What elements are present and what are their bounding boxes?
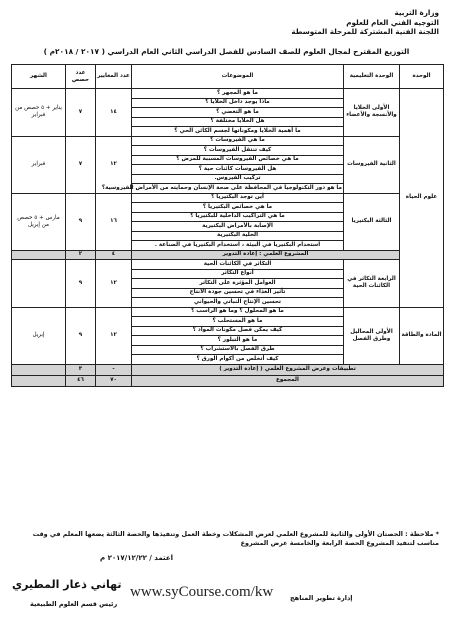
topic-item: ما هو المستحلب ؟ [132,317,344,327]
periods-count: ٩ [66,193,96,250]
note-text: * ملاحظة : الحصتان الأولى والثانية للمشروع العلمي لعرض المشكلات وخطة العمل وتنفيذها والحصة الثالثة يضعها المعلم في وقت مناسب لتنفيذ المشروع الحصة الرابعة والخامسة عرض المشروع [32,530,439,547]
project-label: المشروع العلمي : إعادة التدوير [132,250,400,260]
signer-name: تهاني ذعار المطيري [12,578,122,591]
topic-item: ما هي الفيروسات ؟ [132,136,344,146]
month-cell: مارس + ٥ حصص من إبريل [12,193,66,250]
topic-item: ما هي خصائص الفيروسات المسببة للمرض ؟ [132,155,344,165]
note-block [20,530,439,548]
month-cell: إبريل [12,307,66,364]
website-watermark: www.syCourse.com/kw [130,584,274,600]
topic-item: ما هو المحلول ؟ وما هو الراسب ؟ [132,307,344,317]
periods-count: ٧ [66,89,96,137]
month-cell: يناير + ٥ حصص من فبراير [12,89,66,137]
plan-table [11,64,444,387]
total-standards: ٧٠ [96,375,132,386]
periods-count: ٩ [66,260,96,308]
topic-item: ما هو التعضي ؟ [132,108,344,118]
topic-item: طرق الفصل بالاستشراب ؟ [132,345,344,355]
topic-item: استخدام البكتيريا في البيئة ، استخدام البكتيريا في الصناعة . [132,241,344,251]
ministry-name: وزارة التربية [394,8,439,17]
unit-name: الأولى المحاليل وطرق الفصل [344,307,400,364]
col-topics: الموضوعات [132,65,344,89]
total-month [12,375,66,386]
signer-title: رئيس قسم العلوم الطبيعية [30,600,118,608]
standards-count: ١٦ [96,193,132,250]
topic-item: تأثير الغذاء في تحسين جودة الانتاج [132,288,344,298]
standards-count: ١٢ [96,307,132,364]
directorate-name: التوجيه الفني العام للعلوم [346,17,439,27]
topic-item: تركيب الفيروس. [132,174,344,184]
total-periods: ٤٦ [66,375,96,386]
domain-matter: المادة والطاقة [400,307,444,364]
table-row [12,89,444,99]
topic-item: أنواع التكاثر [132,269,344,279]
topic-item: كيف أتخلص من أكوام الورق ؟ [132,355,344,365]
topic-item: كيف يمكن فصل مكونات المواد ؟ [132,326,344,336]
topic-item: هل الفيروسات كائنات حية ؟ [132,165,344,175]
committee-name: اللجنة الفنية المشتركة للمرحلة المتوسطة [291,27,439,36]
project-standards: ٤ [96,250,132,260]
apps-month [12,364,66,375]
header-block [291,8,439,37]
unit-name: الأولى الخلايا والأنسجة والأعضاء [344,89,400,137]
col-unit: الوحدة التعليمية [344,65,400,89]
domain-life: علوم الحياة [400,89,444,308]
topic-item: كيف تنتقل الفيروسات ؟ [132,146,344,156]
page-title: التوزيع المقترح لمجال العلوم للصف السادس للفصل الدراسي الثاني العام الدراسي ( ٢٠١٧ / ٢٠١٨م ) [43,47,410,56]
standards-count: ١٢ [96,136,132,193]
topic-item: ما أهمية الخلايا ومكوناتها لجسم الكائن الحي ؟ [132,127,344,137]
topic-item: ما هو دور التكنولوجيا في المحافظة على صحة الإنسان وحمايته من الأمراض الفيروسية؟ [132,184,344,194]
approval-date: اعتمد / ٢٠١٧/١٢/٢٢ م [100,554,174,562]
topic-item: الإصابة بالأمراض البكتيرية [132,222,344,232]
unit-name: الرابعة التكاثر في الكائنات الحية [344,260,400,308]
topic-item: ما هي التراكيب الداخلية للبكتيريا ؟ [132,212,344,222]
apps-periods: ٣ [66,364,96,375]
total-label: المجموع [132,375,444,386]
standards-count: ١٤ [96,89,132,137]
topic-item: الخلية البكتيرية [132,231,344,241]
project-periods: ٢ [66,250,96,260]
table-header-row [12,65,444,89]
apps-label: تطبيقات وعرض المشروع العلمي ( إعادة التدوير ) [132,364,444,375]
topic-item: ماذا يوجد داخل الخلايا ؟ [132,98,344,108]
periods-count: ٩ [66,307,96,364]
table-row [12,193,444,203]
standards-count: ١٢ [96,260,132,308]
table-row [12,260,444,270]
unit-name: الثالثة البكتيريا [344,193,400,250]
unit-name: الثانية الفيروسات [344,136,400,193]
col-month: الشهر [12,65,66,89]
table-row [12,136,444,146]
total-row [12,375,444,386]
col-domain: الوحدة [400,65,444,89]
dept-name: إدارة تطوير المناهج [290,594,353,602]
col-standards: عدد المعايير [96,65,132,89]
topic-item: أين توجد البكتيريا ؟ [132,193,344,203]
periods-count: ٧ [66,136,96,193]
topic-item: التكاثر في الكائنات الحية [132,260,344,270]
topic-item: هل الخلايا مختلفة ؟ [132,117,344,127]
topic-item: ما هي خصائص البكتيريا ؟ [132,203,344,213]
month-cell [12,260,66,308]
col-periods: عدد حصص [66,65,96,89]
project-row [12,250,444,260]
topic-item: تحسين الإنتاج النباتي والحيواني [132,298,344,308]
apps-standards: - [96,364,132,375]
topic-item: العوامل المؤثرة على التكاثر [132,279,344,289]
topic-item: ما هو المجهر ؟ [132,89,344,99]
month-cell: فبراير [12,136,66,193]
table-row [12,307,444,317]
apps-row [12,364,444,375]
topic-item: ما هو التبلور ؟ [132,336,344,346]
project-month [12,250,66,260]
